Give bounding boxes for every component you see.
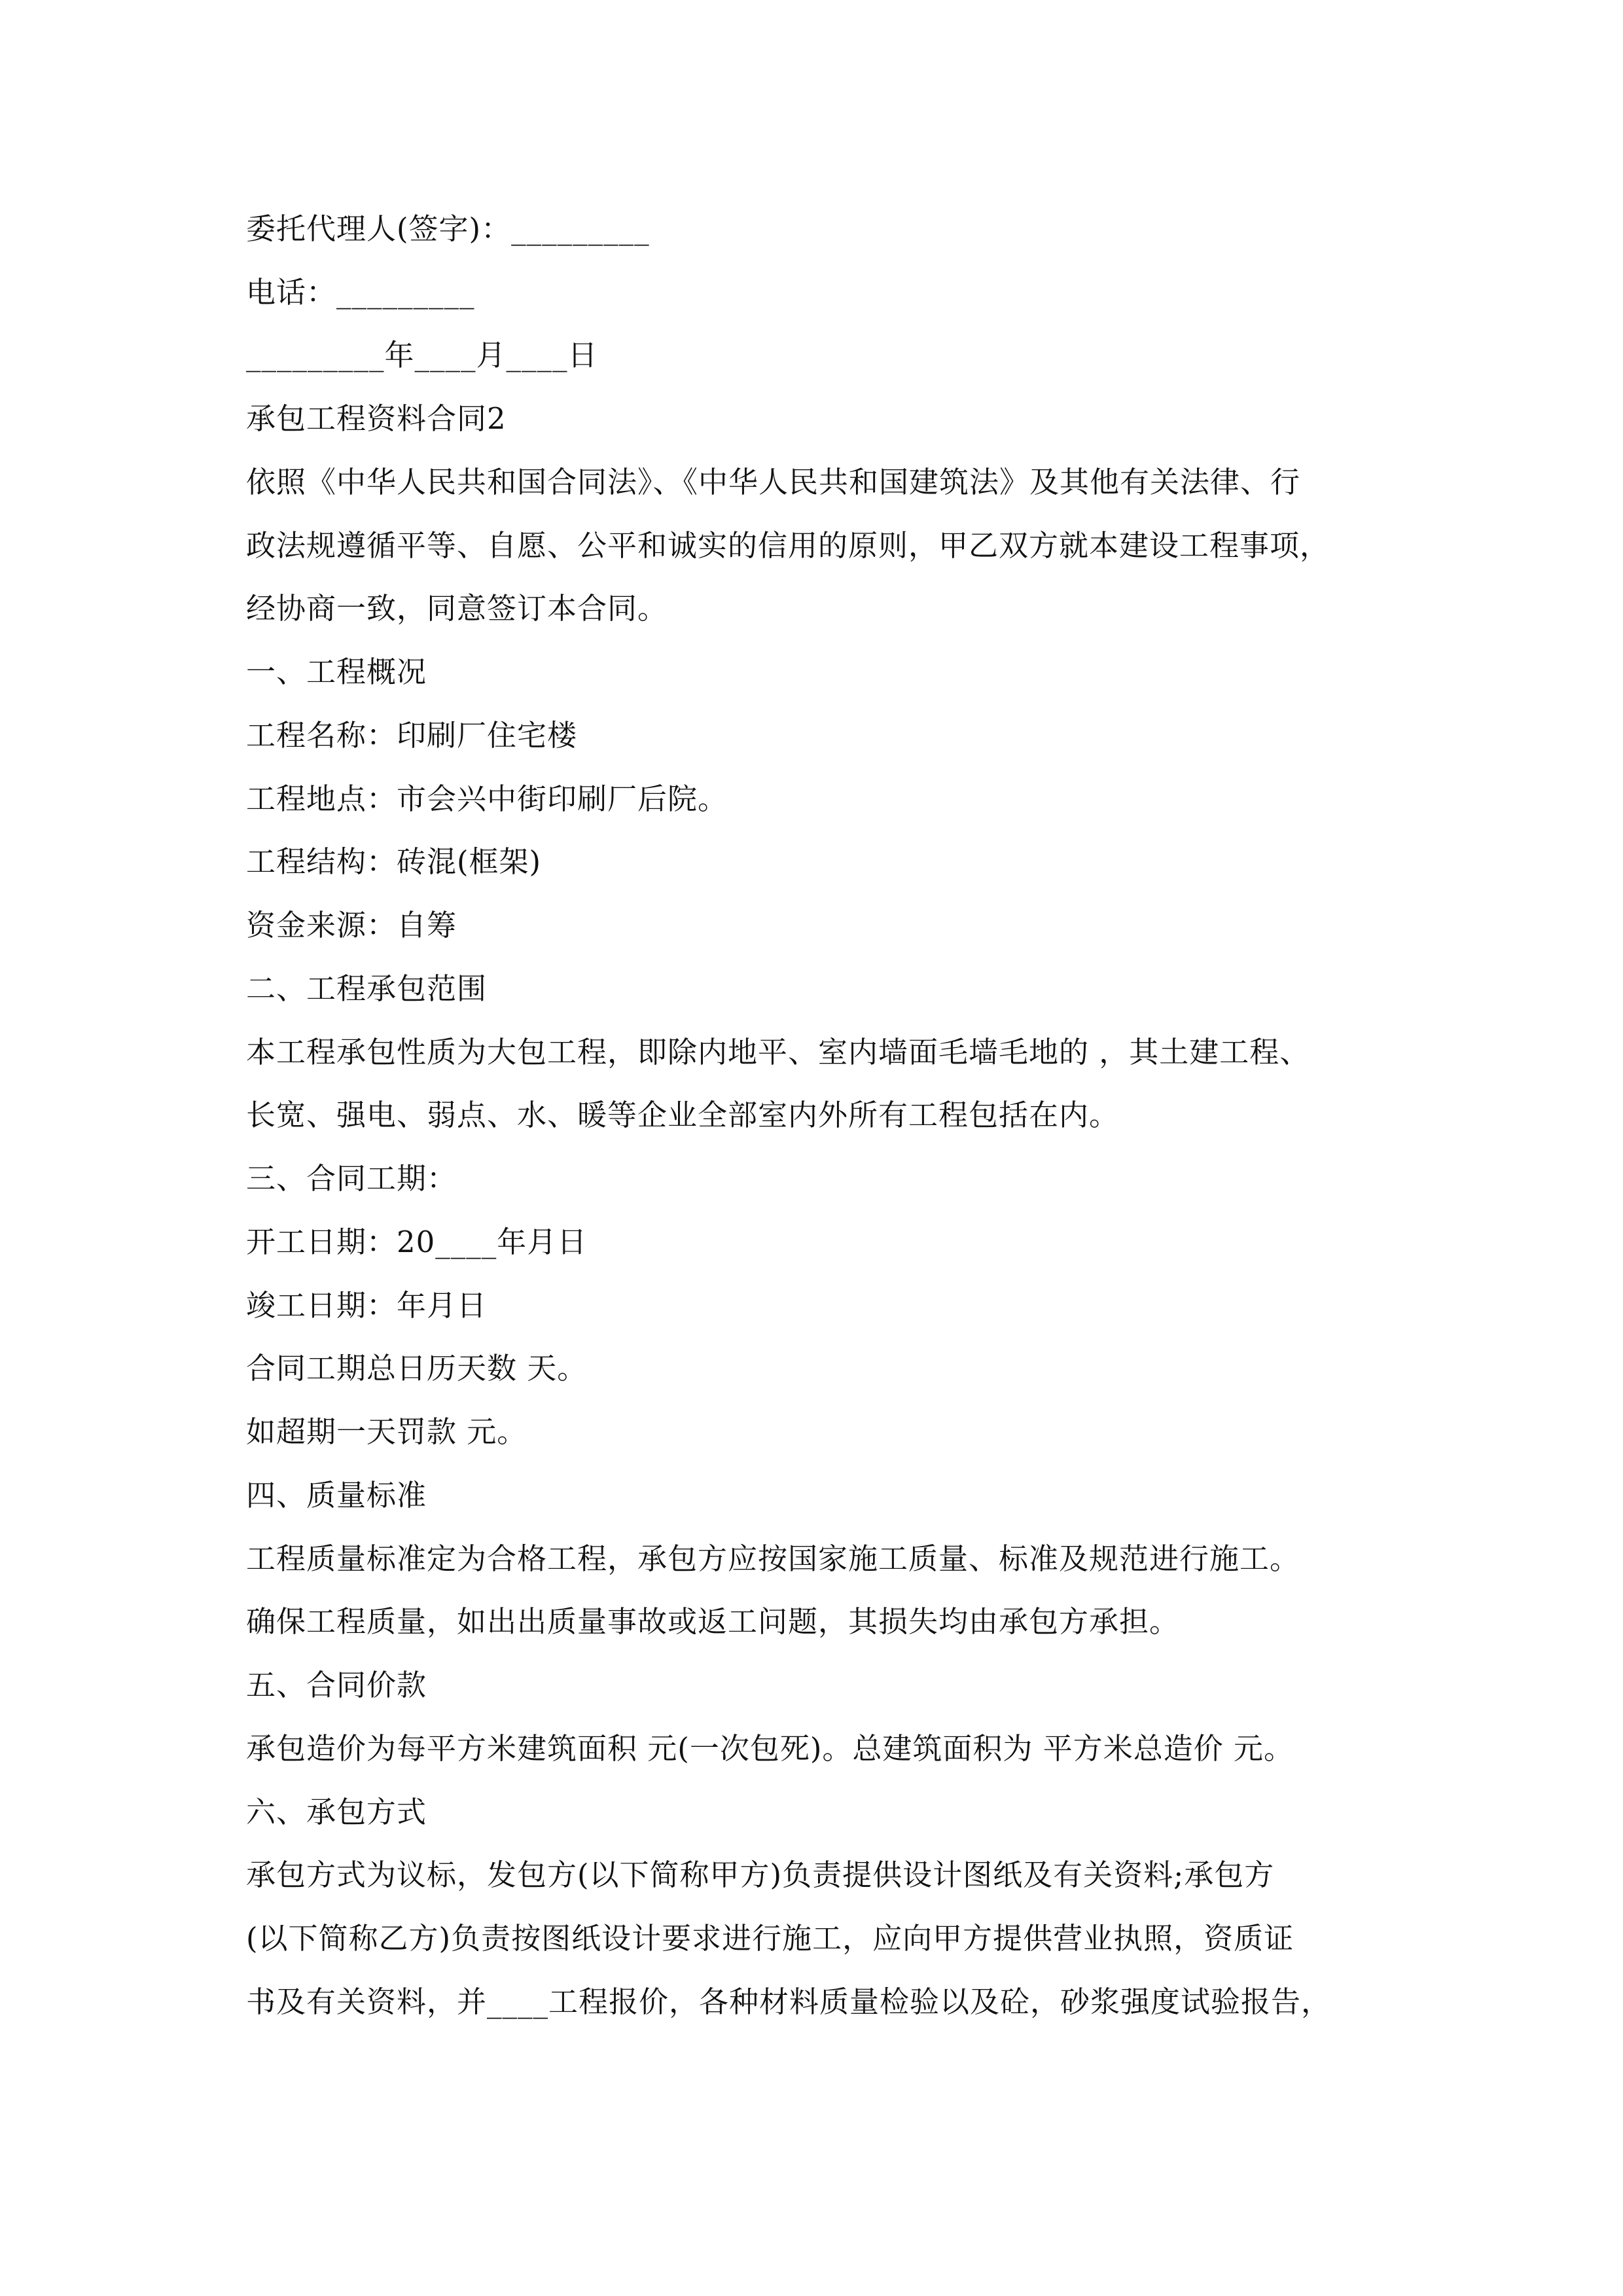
- section-heading-2: 二、工程承包范围: [246, 971, 488, 1006]
- quality-line-2: 确保工程质量，如出出质量事故或返工问题，其损失均由承包方承担。: [246, 1604, 1180, 1639]
- completion-date: 竣工日期：年月日: [246, 1288, 488, 1323]
- date-line: _________年____月____日: [246, 338, 598, 372]
- section-heading-5: 五、合同价款: [246, 1668, 427, 1702]
- phone-line: 电话：_________: [246, 275, 475, 310]
- preamble-line-1: 依照《中华人民共和国合同法》、《中华人民共和国建筑法》及其他有关法律、行: [246, 465, 1301, 499]
- section-heading-4: 四、质量标准: [246, 1478, 427, 1513]
- quality-line-1: 工程质量标准定为合格工程，承包方应按国家施工质量、标准及规范进行施工。: [246, 1541, 1300, 1576]
- preamble-line-2: 政法规遵循平等、自愿、公平和诚实的信用的原则，甲乙双方就本建设工程事项，: [246, 528, 1330, 563]
- method-line-2: (以下简称乙方)负责按图纸设计要求进行施工，应向甲方提供营业执照，资质证: [246, 1921, 1294, 1956]
- project-location: 工程地点：市会兴中街印刷厂后院。: [246, 781, 728, 816]
- section-heading-6: 六、承包方式: [246, 1795, 427, 1829]
- total-days: 合同工期总日历天数 天。: [246, 1351, 588, 1386]
- agent-signature-line: 委托代理人(签字)：_________: [246, 211, 650, 246]
- delay-penalty: 如超期一天罚款 元。: [246, 1414, 527, 1449]
- preamble-line-3: 经协商一致，同意签订本合同。: [246, 591, 668, 626]
- section-heading-3: 三、合同工期：: [246, 1161, 457, 1196]
- document-title: 承包工程资料合同2: [246, 401, 507, 436]
- section-heading-1: 一、工程概况: [246, 655, 427, 689]
- funding-source: 资金来源：自筹: [246, 908, 457, 942]
- method-line-3: 书及有关资料，并____工程报价，各种材料质量检验以及砼，砂浆强度试验报告，: [246, 1984, 1332, 2019]
- project-name: 工程名称：印刷厂住宅楼: [246, 718, 578, 753]
- start-date: 开工日期：20____年月日: [246, 1225, 588, 1259]
- price-line: 承包造价为每平方米建筑面积 元(一次包死)。总建筑面积为 平方米总造价 元。: [246, 1731, 1294, 1766]
- scope-line-2: 长宽、强电、弱点、水、暖等企业全部室内外所有工程包括在内。: [246, 1098, 1120, 1132]
- method-line-1: 承包方式为议标，发包方(以下简称甲方)负责提供设计图纸及有关资料;承包方: [246, 1857, 1275, 1892]
- scope-line-1: 本工程承包性质为大包工程，即除内地平、室内墙面毛墙毛地的 ，其土建工程、: [246, 1035, 1310, 1069]
- project-structure: 工程结构：砖混(框架): [246, 844, 542, 879]
